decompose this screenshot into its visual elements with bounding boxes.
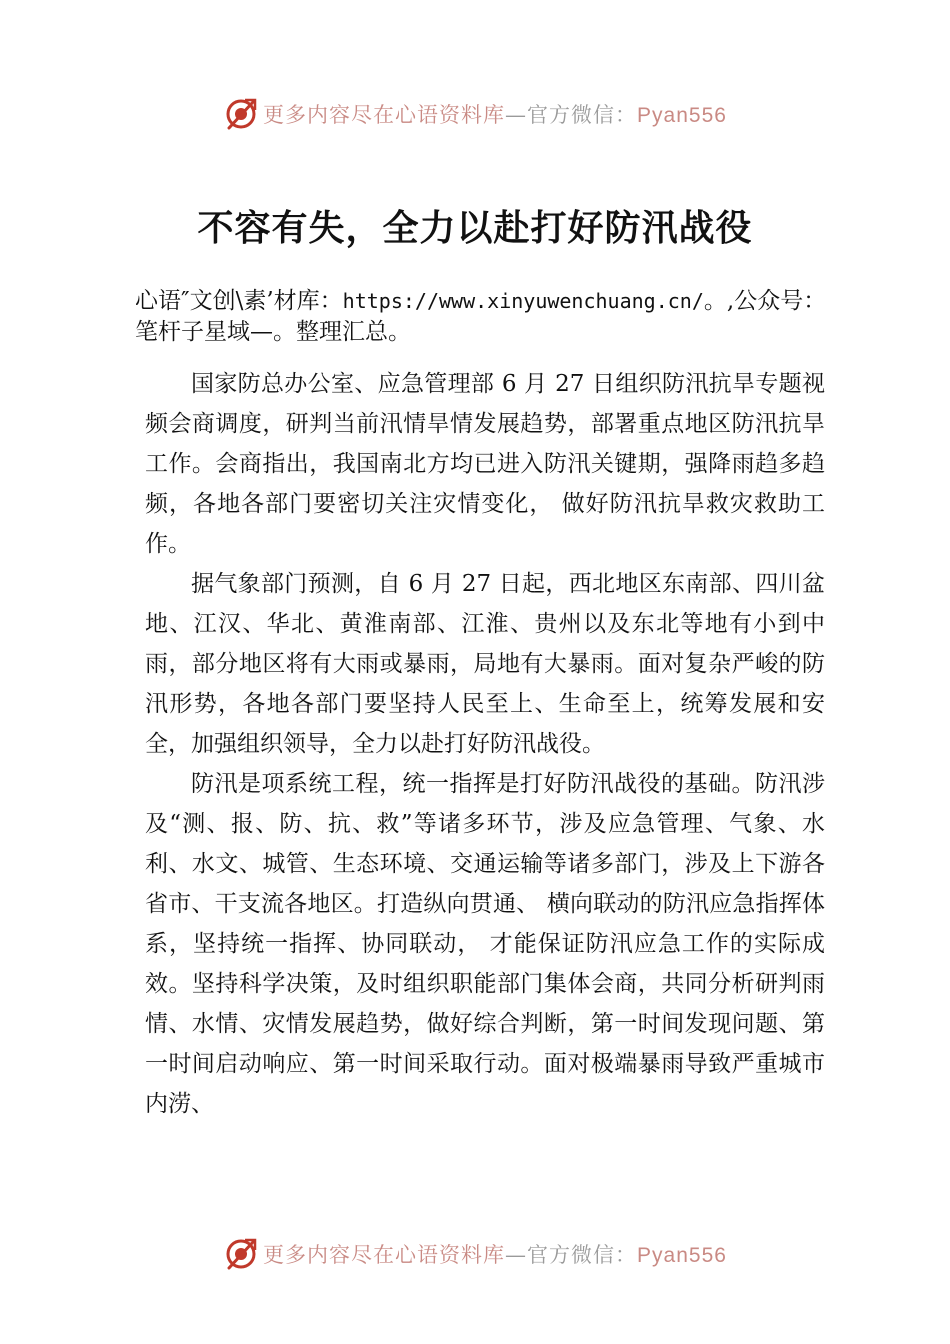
- banner-text: [263, 99, 727, 129]
- paragraph-1: 国家防总办公室、应急管理部 6 月 27 日组织防汛抗旱专题视频会商调度，研判当前汛情旱情发展趋势，部署重点地区防汛抗旱工作。会商指出，我国南北方均已进入防汛关键期，强降雨趋多趋频，各地各部门要密切关注灾情变化， 做好防汛抗旱救灾救助工作。: [145, 371, 825, 557]
- source-url: https://www.xinyuwenchuang.cn/: [342, 289, 704, 313]
- banner-main-text: 更多内容尽在心语资料库: [263, 103, 506, 127]
- document-title: 不容有失，全力以赴打好防汛战役: [197, 207, 753, 249]
- banner-wechat-id: Pyan556: [637, 1244, 727, 1267]
- banner-main-text: 更多内容尽在心语资料库: [263, 1243, 506, 1267]
- banner-dash: —: [505, 103, 528, 127]
- document-body: [145, 364, 825, 1124]
- footer-banner: [0, 1234, 950, 1274]
- source-prefix: 心语″文创\素’材库：: [135, 288, 343, 314]
- banner-wechat-label: 官方微信：: [527, 1243, 638, 1267]
- paragraph-3: 防汛是项系统工程，统一指挥是打好防汛战役的基础。防汛涉及“测、报、防、抗、救”等诸多环节，涉及应急管理、气象、水利、水文、城管、生态环境、交通运输等诸多部门，涉及上下游各省市、干支流各地区。打造纵向贯通、 横向联动的防汛应急指挥体系，坚持统一指挥、协同联动， 才能保证防汛应急工作的实际成效。坚持科学决策，及时组织职能部门集体会商，共同分析研判雨情、水情、灾情发展趋势，做好综合判断，第一时间发现问题、第一时间启动响应、第一时间采取行动。面对极端暴雨导致严重城市内涝、: [145, 771, 825, 1117]
- header-banner: [0, 94, 950, 134]
- banner-wechat-label: 官方微信：: [527, 103, 638, 127]
- source-suffix: 。,公众号：笔杆子星域—。整理汇总。: [135, 288, 827, 345]
- banner-text: [263, 1239, 727, 1269]
- quill-logo-icon: [223, 96, 259, 132]
- source-line: [135, 286, 835, 348]
- quill-logo-icon: [223, 1236, 259, 1272]
- paragraph-2: 据气象部门预测，自 6 月 27 日起，西北地区东南部、四川盆地、江汉、华北、黄淮南部、江淮、贵州以及东北等地有小到中雨，部分地区将有大雨或暴雨，局地有大暴雨。面对复杂严峻的防汛形势，各地各部门要坚持人民至上、生命至上，统筹发展和安全，加强组织领导，全力以赴打好防汛战役。: [145, 571, 825, 757]
- banner-wechat-id: Pyan556: [637, 104, 727, 127]
- banner-dash: —: [505, 1243, 528, 1267]
